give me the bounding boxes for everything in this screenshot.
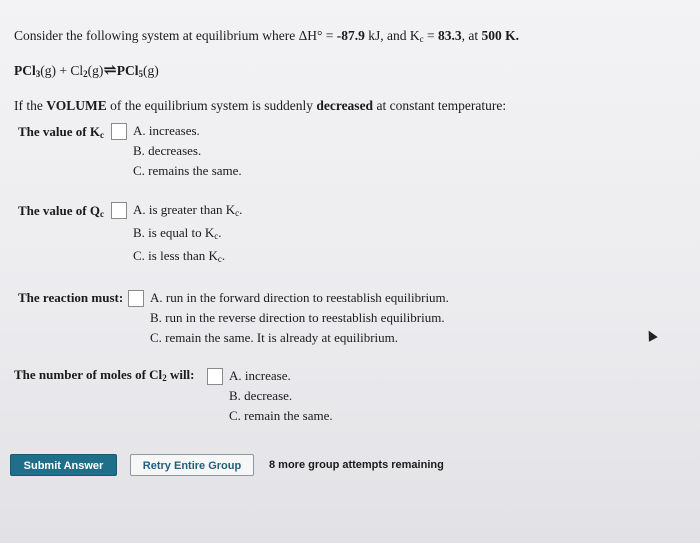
option-b: B. run in the reverse direction to reestablish equilibrium. bbox=[150, 310, 445, 325]
condition-post: at constant temperature: bbox=[373, 98, 507, 113]
option-text: A. is greater than K bbox=[133, 202, 236, 217]
retry-entire-group-button[interactable]: Retry Entire Group bbox=[130, 454, 254, 476]
problem-statement bbox=[14, 28, 519, 44]
option-a bbox=[133, 200, 242, 223]
option-text: C. is less than K bbox=[133, 248, 218, 263]
condition-mid: of the equilibrium system is suddenly bbox=[106, 98, 317, 113]
temperature-unit: K. bbox=[501, 28, 520, 43]
condition-decreased: decreased bbox=[316, 98, 374, 113]
option-b: B. decreases. bbox=[133, 143, 202, 158]
option-b bbox=[133, 223, 242, 246]
mouse-cursor-icon bbox=[644, 328, 658, 342]
question-label-sub: c bbox=[99, 130, 104, 140]
reactant-1: PCl bbox=[14, 63, 36, 78]
reaction-equation bbox=[14, 60, 159, 80]
question-kc-options bbox=[133, 121, 242, 181]
kc-equals: = bbox=[423, 28, 439, 43]
option-b: B. decrease. bbox=[229, 388, 293, 403]
question-label-text: The value of K bbox=[18, 124, 100, 139]
question-moles-options bbox=[229, 366, 333, 426]
question-label-sub: 2 bbox=[162, 373, 167, 383]
question-label-end: will: bbox=[166, 367, 195, 382]
condition-volume: VOLUME bbox=[46, 98, 107, 113]
question-qc-options bbox=[133, 200, 242, 269]
question-label-sub: c bbox=[99, 209, 104, 219]
option-sub: c bbox=[214, 231, 219, 241]
reactant-1-state: (g) + Cl bbox=[40, 63, 84, 78]
question-moles-label bbox=[14, 367, 195, 383]
condition-pre: If the bbox=[14, 98, 47, 113]
answer-box-qc[interactable] bbox=[111, 202, 127, 219]
option-c: C. remains the same. bbox=[133, 163, 242, 178]
option-text: B. is equal to K bbox=[133, 225, 215, 240]
product-1: PCl bbox=[116, 63, 139, 78]
intro-prefix: Consider the following system at equilibrium where ΔH° = bbox=[14, 28, 337, 43]
answer-box-kc[interactable] bbox=[111, 123, 127, 140]
question-label-text: The value of Q bbox=[18, 203, 100, 218]
option-sub: c bbox=[235, 208, 240, 218]
question-reaction-label bbox=[18, 290, 123, 306]
equilibrium-arrow-icon: ⇌ bbox=[103, 62, 117, 79]
kc-subscript: c bbox=[419, 34, 424, 44]
option-c bbox=[133, 246, 242, 269]
option-a: A. run in the forward direction to reestablish equilibrium. bbox=[150, 290, 449, 305]
option-c: C. remain the same. bbox=[229, 408, 333, 423]
reactant-2-sub: 2 bbox=[83, 69, 88, 79]
condition-statement bbox=[14, 98, 506, 114]
question-label-text: The number of moles of Cl bbox=[14, 367, 163, 382]
kc-value: 83.3 bbox=[438, 28, 462, 43]
question-kc-label bbox=[18, 124, 104, 140]
submit-answer-button[interactable]: Submit Answer bbox=[10, 454, 117, 476]
reactant-1-sub: 3 bbox=[35, 69, 41, 79]
delta-h-value: -87.9 bbox=[336, 28, 365, 43]
option-sub: c bbox=[217, 254, 222, 264]
question-label-text: The reaction must: bbox=[18, 290, 124, 305]
reactant-2-state: (g) bbox=[87, 63, 104, 78]
answer-box-reaction[interactable] bbox=[128, 290, 144, 307]
product-1-sub: 5 bbox=[138, 69, 144, 79]
answer-box-moles[interactable] bbox=[207, 368, 223, 385]
product-1-state: (g) bbox=[143, 63, 159, 78]
attempts-remaining-text: 8 more group attempts remaining bbox=[269, 459, 444, 471]
option-end: . bbox=[218, 225, 222, 240]
option-a: A. increases. bbox=[133, 123, 200, 138]
question-qc-label bbox=[18, 203, 104, 219]
intro-at: , at bbox=[461, 28, 482, 43]
option-c: C. remain the same. It is already at equilibrium. bbox=[150, 330, 399, 345]
question-reaction-options bbox=[150, 288, 449, 348]
option-a: A. increase. bbox=[229, 368, 291, 383]
delta-h-unit: kJ, and K bbox=[364, 28, 420, 43]
option-end: . bbox=[221, 248, 226, 263]
temperature-value: 500 bbox=[481, 28, 502, 43]
option-end: . bbox=[239, 202, 243, 217]
